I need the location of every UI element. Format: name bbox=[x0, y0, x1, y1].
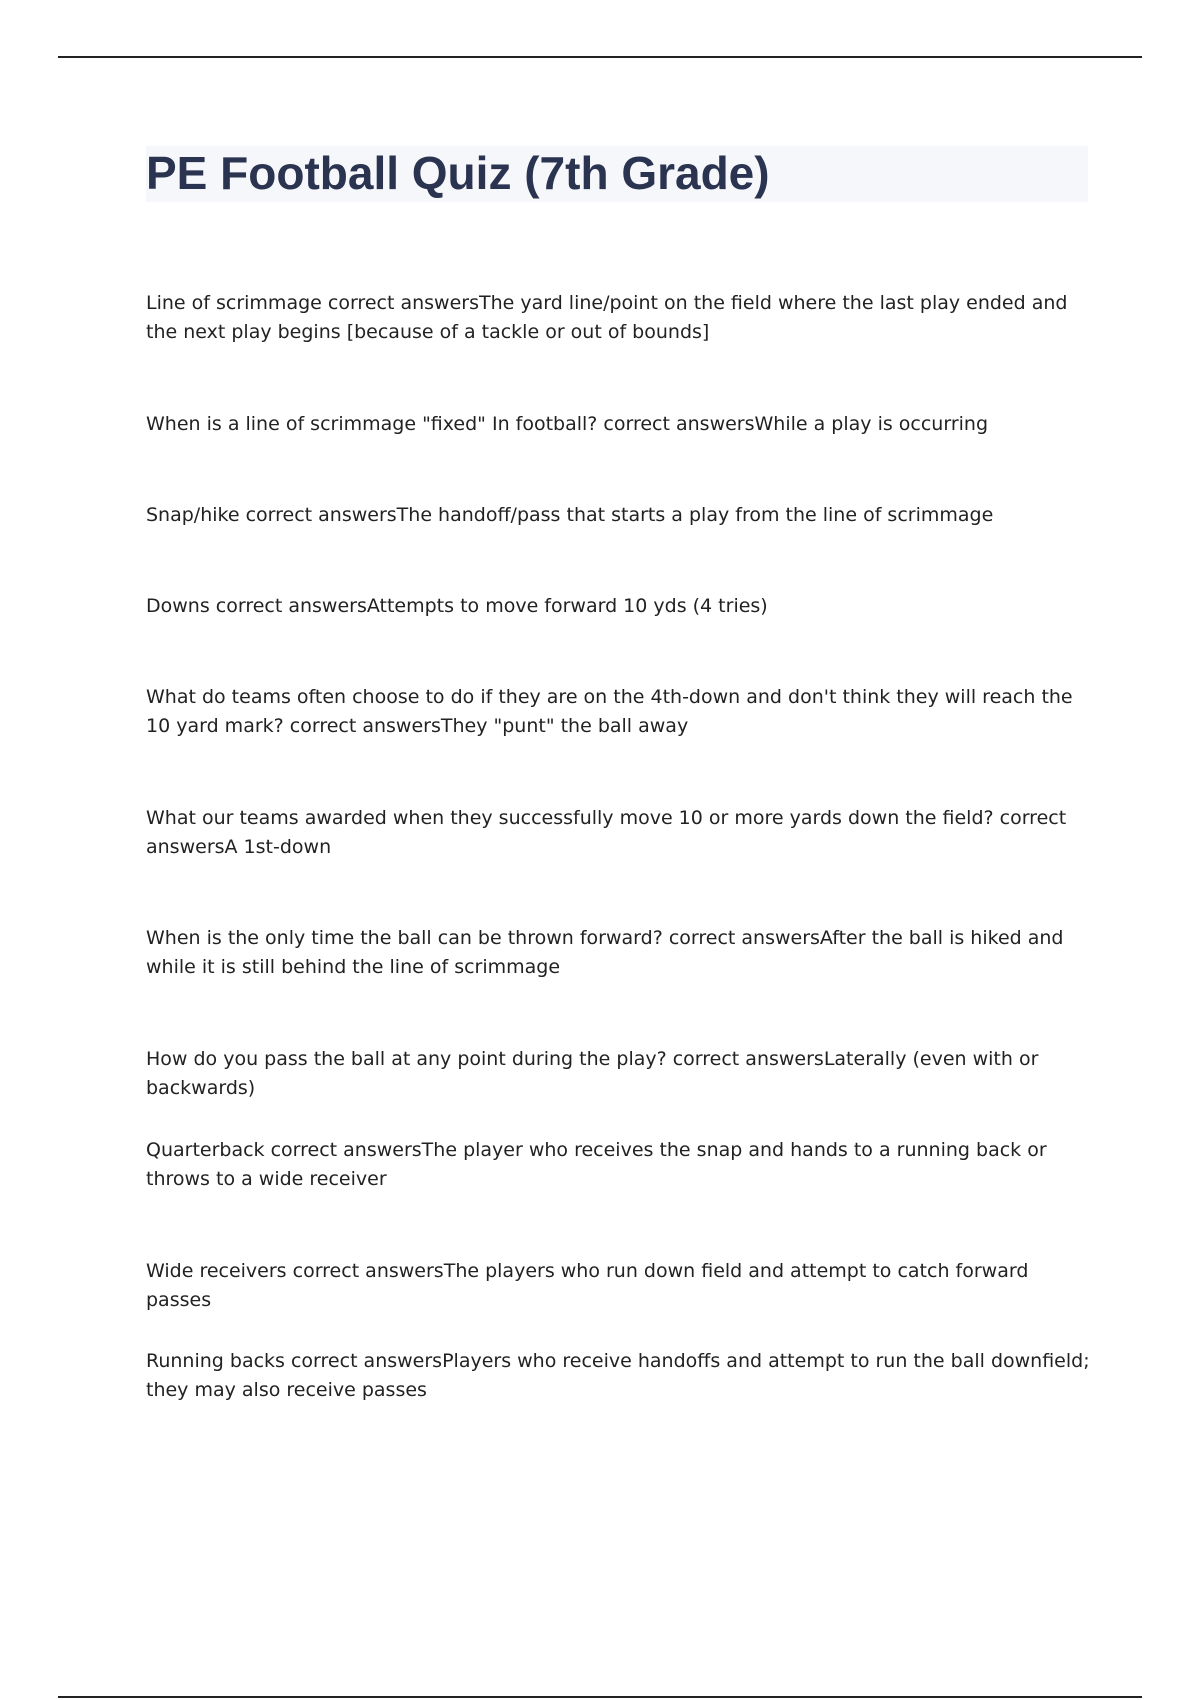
page-title: PE Football Quiz (7th Grade) bbox=[146, 147, 770, 199]
qa-item-downs: Downs correct answersAttempts to move forward 10 yds (4 tries) bbox=[146, 595, 768, 617]
qa-item-running-backs: Running backs correct answersPlayers who receive handoffs and attempt to run the ball downfield; they may also receive passes bbox=[146, 1350, 1090, 1401]
qa-item-forward-pass: When is the only time the ball can be thrown forward? correct answersAfter the ball is hiked and while it is still behind the line of scrimmage bbox=[146, 927, 1064, 978]
qa-item-fixed-scrimmage: When is a line of scrimmage "fixed" In football? correct answersWhile a play is occurring bbox=[146, 413, 989, 435]
qa-item-line-of-scrimmage: Line of scrimmage correct answersThe yard line/point on the field where the last play ended and the next play begins [because of a tackle or out of bounds] bbox=[146, 292, 1068, 343]
qa-item-quarterback: Quarterback correct answersThe player who receives the snap and hands to a running back or throws to a wide receiver bbox=[146, 1139, 1047, 1190]
qa-item-snap-hike: Snap/hike correct answersThe handoff/pass that starts a play from the line of scrimmage bbox=[146, 504, 994, 526]
top-rule bbox=[58, 56, 1142, 58]
bottom-rule bbox=[58, 1696, 1142, 1698]
qa-item-wide-receivers: Wide receivers correct answersThe players who run down field and attempt to catch forward passes bbox=[146, 1260, 1029, 1311]
qa-item-first-down: What our teams awarded when they successfully move 10 or more yards down the field? correct answersA 1st-down bbox=[146, 807, 1067, 858]
qa-item-punt: What do teams often choose to do if they are on the 4th-down and don't think they will reach the 10 yard mark? correct answersThey "punt" the ball away bbox=[146, 686, 1073, 737]
qa-item-lateral-pass: How do you pass the ball at any point during the play? correct answersLaterally (even with or backwards) bbox=[146, 1048, 1039, 1099]
